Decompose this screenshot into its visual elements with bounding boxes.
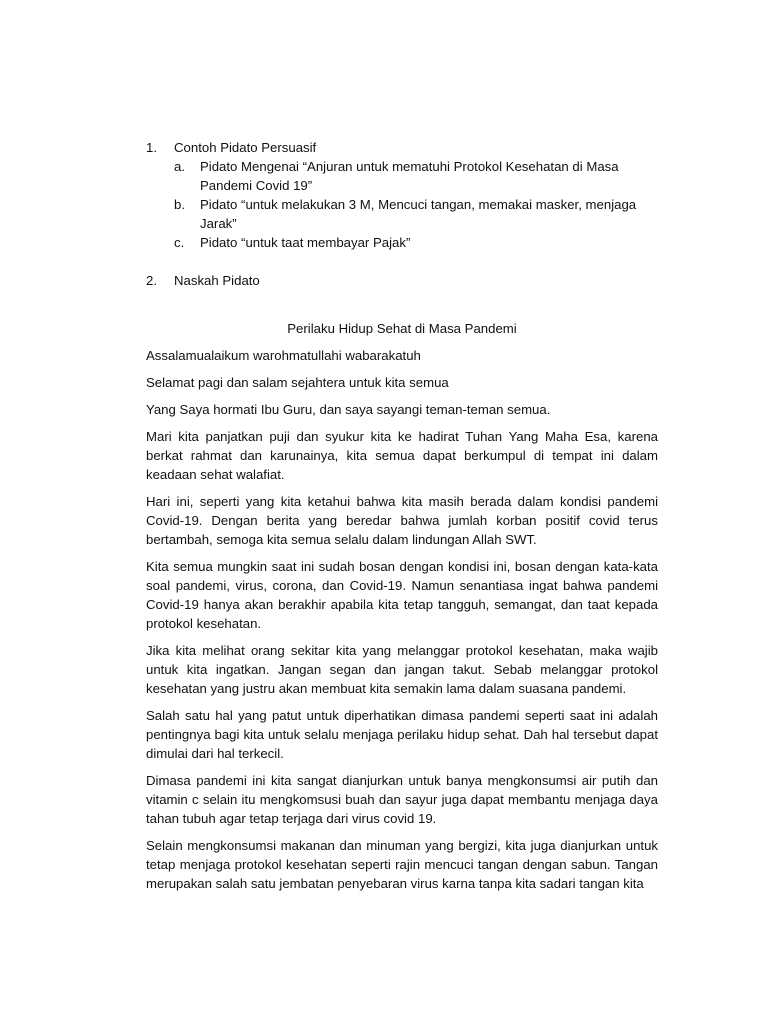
list-label: Naskah Pidato [174,273,260,288]
outline-subitem-a [174,157,658,195]
spacer [146,252,658,271]
paragraph-nutrition: Dimasa pandemi ini kita sangat dianjurkan untuk banya mengkonsumsi air putih dan vitamin c selain itu mengkomsusi buah dan sayur juga dapat membantu menjaga daya tahan tubuh agar tetap terjaga dari virus covid 19. [146,773,658,826]
paragraph-respect: Yang Saya hormati Ibu Guru, dan saya sayangi teman-teman semua. [146,402,551,417]
paragraph-salutation: Selamat pagi dan salam sejahtera untuk kita semua [146,375,449,390]
subitem-text: Pidato “untuk melakukan 3 M, Mencuci tangan, memakai masker, menjaga Jarak” [200,197,637,231]
subitem-letter: a. [174,159,185,174]
paragraph-handwashing: Selain mengkonsumsi makanan dan minuman yang bergizi, kita juga dianjurkan untuk tetap menjaga protokol kesehatan seperti rajin mencuci tangan dengan sabun. Tangan merupakan salah satu jembatan penyebaran virus karna tanpa kita sadari tangan kita [146,838,658,891]
list-label: Contoh Pidato Persuasif [174,140,317,155]
outline-subitem-b [174,195,658,233]
paragraph-persistence: Kita semua mungkin saat ini sudah bosan dengan kondisi ini, bosan dengan kata-kata soal pandemi, virus, corona, dan Covid-19. Namun senantiasa ingat bahwa pandemi Covid-19 hanya akan berakhir apabila kita tetap tangguh, semangat, dan taat kepada protokol kesehatan. [146,559,658,631]
spacer [146,290,658,309]
subitem-letter: c. [174,235,185,250]
paragraph-gratitude: Mari kita panjatkan puji dan syukur kita ke hadirat Tuhan Yang Maha Esa, karena berkat rahmat dan karunainya, kita semua dapat berkumpul di tempat ini dalam keadaan sehat walafiat. [146,429,658,482]
outline-subitem-c [174,233,658,252]
subitem-text: Pidato Mengenai “Anjuran untuk mematuhi Protokol Kesehatan di Masa Pandemi Covid 19” [200,159,619,193]
paragraph-healthy-behavior: Salah satu hal yang patut untuk diperhatikan dimasa pandemi seperti saat ini adalah pentingnya bagi kita untuk selalu menjaga perilaku hidup sehat. Dah hal tersebut dapat dimulai dari hal terkecil. [146,708,658,761]
list-number: 1. [146,140,157,155]
subitem-text: Pidato “untuk taat membayar Pajak” [200,235,411,250]
outline-item-1 [146,138,658,157]
outline-item-2 [146,271,658,290]
paragraph-greeting: Assalamualaikum warohmatullahi wabarakatuh [146,348,421,363]
paragraph-condition: Hari ini, seperti yang kita ketahui bahwa kita masih berada dalam kondisi pandemi Covid-19. Dengan berita yang beredar bahwa jumlah korban positif covid terus bertambah, semoga kita semua selalu dalam lindungan Allah SWT. [146,494,658,547]
subitem-letter: b. [174,197,185,212]
paragraph-reminder: Jika kita melihat orang sekitar kita yang melanggar protokol kesehatan, maka wajib untuk kita ingatkan. Jangan segan dan jangan takut. Sebab melanggar protokol kesehatan yang justru akan membuat kita semakin lama dalam suasana pandemi. [146,643,658,696]
speech-title: Perilaku Hidup Sehat di Masa Pandemi [287,321,517,336]
list-number: 2. [146,273,157,288]
